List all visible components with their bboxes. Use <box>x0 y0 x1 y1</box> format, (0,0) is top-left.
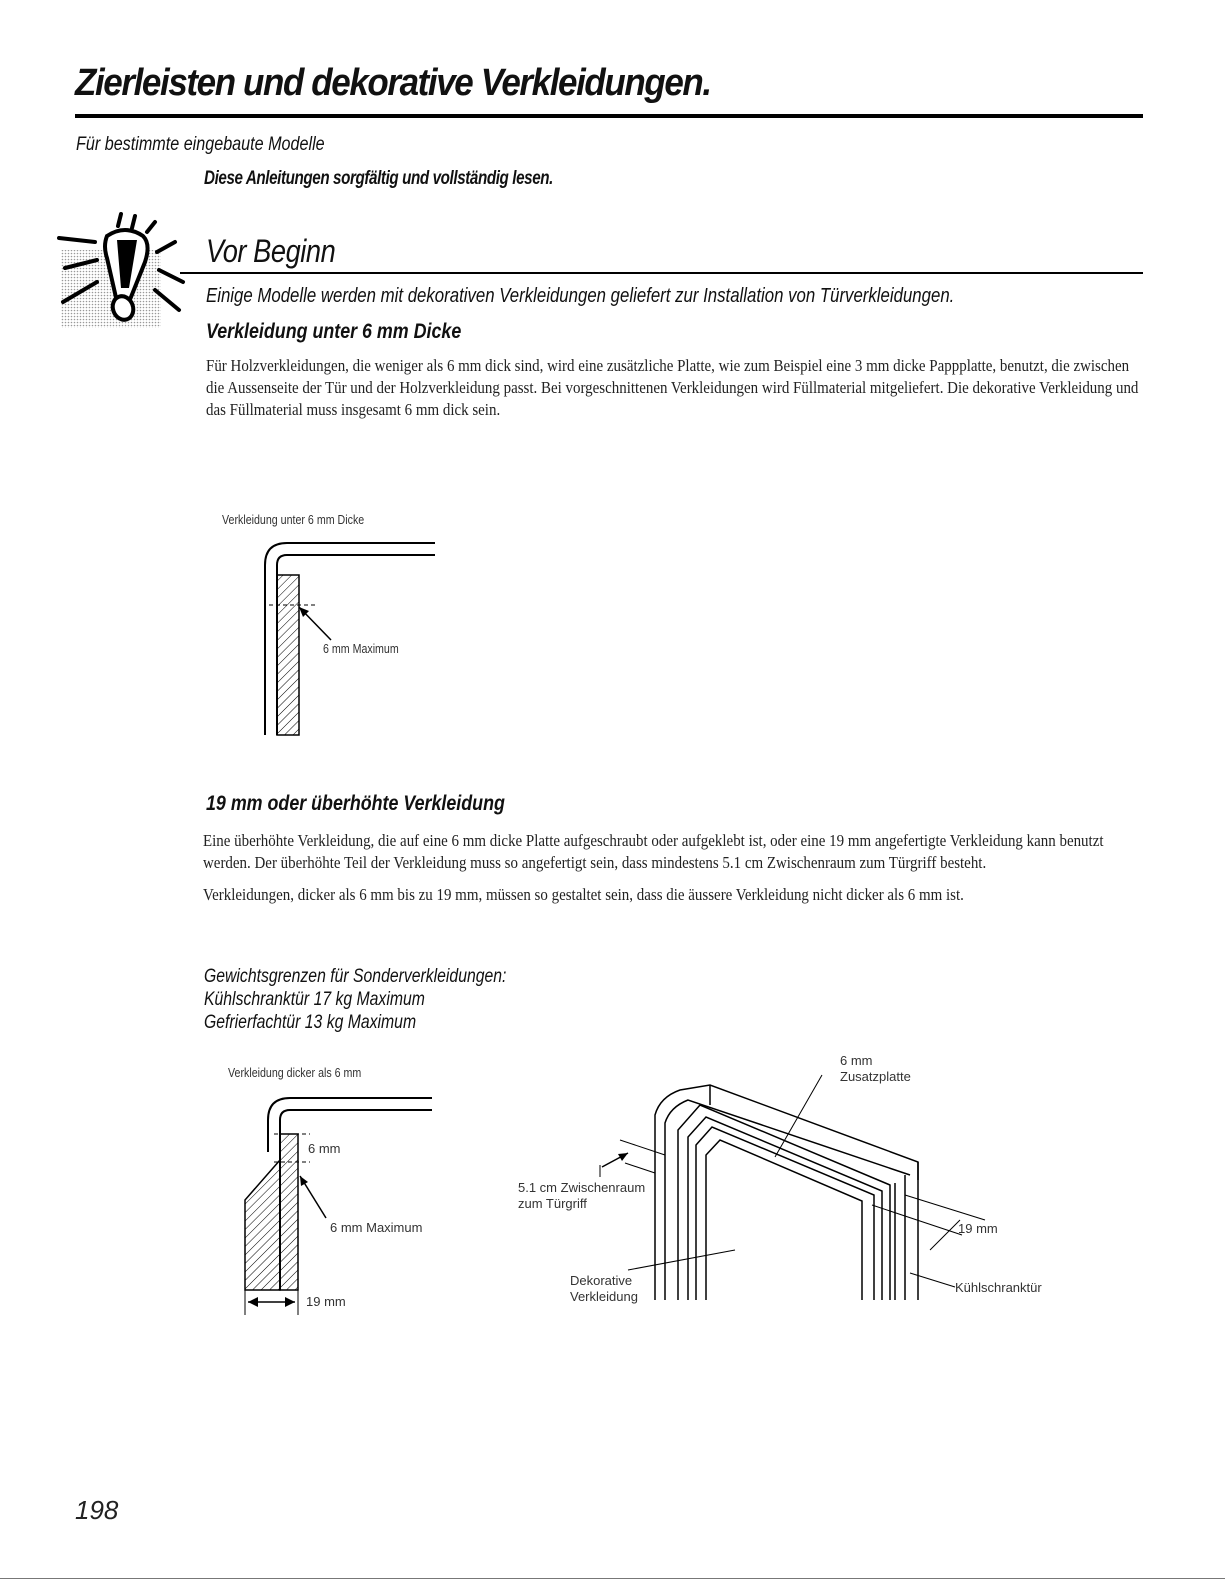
warning-exclamation-icon <box>55 210 190 330</box>
thin-panel-heading: Verkleidung unter 6 mm Dicke <box>206 320 462 343</box>
thick-panel-paragraph-1: Eine überhöhte Verkleidung, die auf eine 6 mm dicke Platte aufgeschraubt oder aufgeklebt ist, oder eine 19 mm angefertigte Verkleidung kann benutzt werden. Der überhöhte Teil der Verkleidung muss so angefertigt sein, dass mindestens 5.1 cm Zwischenraum zum Türgriff besteht. <box>203 831 1104 872</box>
clearance-label-2: zum Türgriff <box>518 1196 587 1211</box>
section-divider <box>180 272 1143 274</box>
backer-label-2: Zusatzplatte <box>840 1069 911 1084</box>
fridge-door-label: Kühlschranktür <box>955 1280 1042 1295</box>
thick-panel-paragraph-2: Verkleidungen, dicker als 6 mm bis zu 19 mm, müssen so gestaltet sein, dass die äussere Verkleidung nicht dicker als 6 mm ist. <box>203 885 964 904</box>
section-intro: Einige Modelle werden mit dekorativen Verkleidungen geliefert zur Installation von Türverkleidungen. <box>206 285 955 307</box>
page-title: Zierleisten und dekorative Verkleidungen. <box>75 62 711 104</box>
weight-limits-title: Gewichtsgrenzen für Sonderverkleidungen: <box>204 966 507 987</box>
decorative-label-1: Dekorative <box>570 1273 633 1288</box>
weight-limit-freezer: Gefrierfachtür 13 kg Maximum <box>204 1012 417 1033</box>
thin-panel-body <box>206 355 1139 421</box>
weight-limit-fridge: Kühlschranktür 17 kg Maximum <box>204 989 425 1010</box>
bottom-divider <box>0 1578 1225 1579</box>
door-19mm-label: 19 mm <box>958 1221 998 1236</box>
decorative-label-2: Verkleidung <box>570 1289 638 1304</box>
thin-panel-max-label: 6 mm Maximum <box>323 640 399 657</box>
page-number: 198 <box>75 1495 119 1525</box>
thin-panel-diagram <box>255 535 445 745</box>
section-heading: Vor Beginn <box>206 233 336 269</box>
thick-panel-figure-caption: Verkleidung dicker als 6 mm <box>228 1065 362 1080</box>
thin-panel-figure-caption: Verkleidung unter 6 mm Dicke <box>222 512 365 527</box>
weight-limits <box>204 965 506 1034</box>
backer-label-1: 6 mm <box>840 1053 873 1068</box>
page-subtitle: Für bestimmte eingebaute Modelle <box>76 134 325 155</box>
thick-panel-diagram <box>240 1090 450 1325</box>
clearance-label-1: 5.1 cm Zwischenraum <box>518 1180 646 1195</box>
thick-panel-body <box>203 830 1136 906</box>
thick-panel-6mm-label: 6 mm <box>308 1141 341 1156</box>
thick-panel-heading: 19 mm oder überhöhte Verkleidung <box>206 792 505 815</box>
door-perspective-diagram <box>510 1045 1050 1320</box>
thin-panel-paragraph: Für Holzverkleidungen, die weniger als 6 mm dick sind, wird eine zusätzliche Platte, wie zum Beispiel eine 3 mm dicke Pappplatte, benutzt, die zwischen die Aussenseite der Tür und der Holzverkleidung passt. Bei vorgeschnittenen Verkleidungen wird Füllmaterial mitgeliefert. Die dekorative Verkleidung und das Füllmaterial muss insgesamt 6 mm dick sein. <box>206 356 1139 419</box>
thick-panel-19mm-label: 19 mm <box>306 1294 346 1309</box>
thick-panel-max-label: 6 mm Maximum <box>330 1220 423 1235</box>
title-divider <box>75 114 1143 118</box>
read-instructions-note: Diese Anleitungen sorgfältig und vollständig lesen. <box>204 168 553 189</box>
